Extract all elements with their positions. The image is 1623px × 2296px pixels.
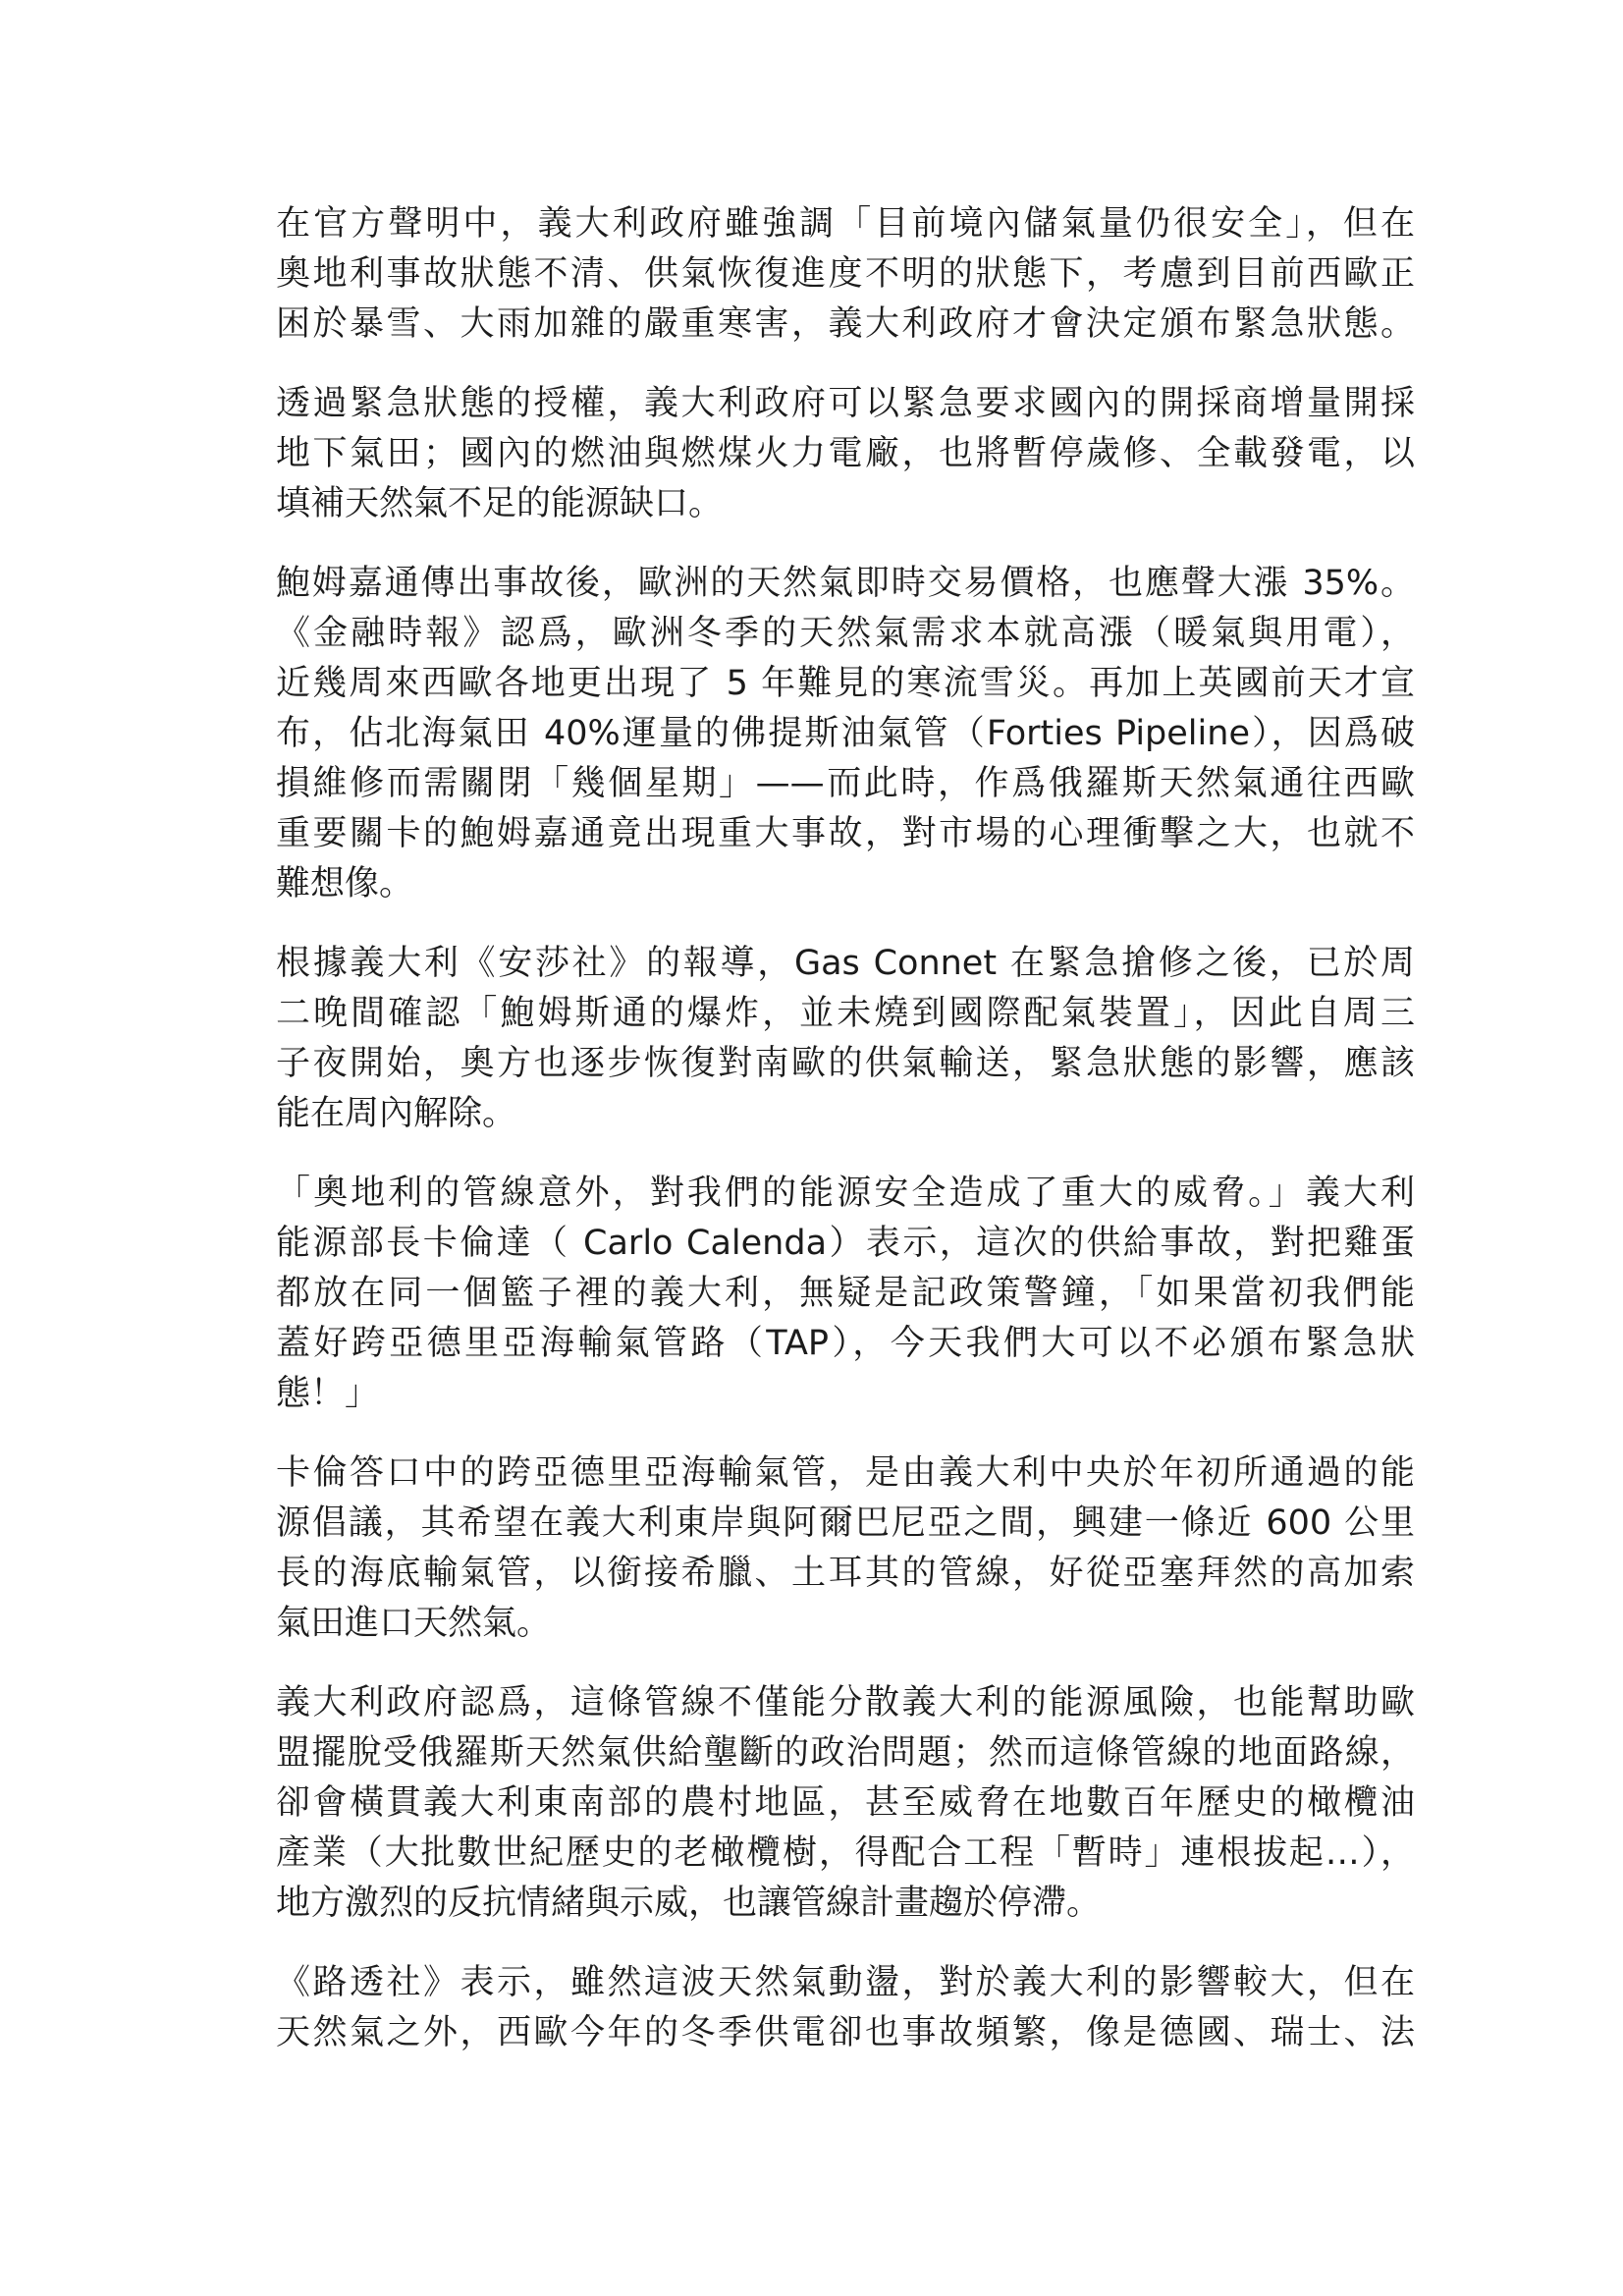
paragraph <box>276 1449 1415 1649</box>
text-line: 難想像。 <box>276 864 414 903</box>
text-line: 困於暴雪、大雨加雜的嚴重寒害，義大利政府才會決定頒布緊急狀態。 <box>276 304 1415 344</box>
text-line: 近幾周來西歐各地更出現了 5 年難見的寒流雪災。再加上英國前天才宣 <box>276 664 1415 703</box>
text-line: 盟擺脫受俄羅斯天然氣供給壟斷的政治問題；然而這條管線的地面路線， <box>276 1733 1415 1773</box>
text-line: 義大利政府認爲，這條管線不僅能分散義大利的能源風險，也能幫助歐 <box>276 1683 1415 1722</box>
text-line: 損維修而需關閉「幾個星期」——而此時，作爲俄羅斯天然氣通往西歐 <box>276 764 1415 803</box>
text-line: 態！」 <box>276 1374 380 1413</box>
text-line: 根據義大利《安莎社》的報導，Gas Connet 在緊急搶修之後，已於周 <box>276 944 1415 983</box>
text-line: 「奧地利的管線意外，對我們的能源安全造成了重大的威脅。」義大利 <box>276 1174 1415 1213</box>
paragraph <box>276 939 1415 1139</box>
text-line: 地方激烈的反抗情緒與示威，也讓管線計畫趨於停滯。 <box>276 1884 1102 1923</box>
paragraph <box>276 199 1415 350</box>
text-line: 布，佔北海氣田 40%運量的佛提斯油氣管（Forties Pipeline），因爲破 <box>276 714 1415 753</box>
document-body <box>276 199 1415 2088</box>
text-line: 《金融時報》認爲，歐洲冬季的天然氣需求本就高漲（暖氣與用電）， <box>276 614 1415 653</box>
text-line: 產業（大批數世紀歷史的老橄欖樹，得配合工程「暫時」連根拔起…）， <box>276 1833 1415 1873</box>
paragraph <box>276 559 1415 909</box>
text-line: 卡倫答口中的跨亞德里亞海輸氣管，是由義大利中央於年初所通過的能 <box>276 1453 1415 1493</box>
text-line: 鮑姆嘉通傳出事故後，歐洲的天然氣即時交易價格，也應聲大漲 35%。 <box>276 564 1415 603</box>
text-line: 都放在同一個籃子裡的義大利，無疑是記政策警鐘，「如果當初我們能 <box>276 1274 1415 1313</box>
text-line: 填補天然氣不足的能源缺口。 <box>276 484 724 523</box>
paragraph <box>276 1958 1415 2058</box>
text-line: 奧地利事故狀態不清、供氣恢復進度不明的狀態下，考慮到目前西歐正 <box>276 254 1415 294</box>
paragraph <box>276 1678 1415 1929</box>
text-line: 長的海底輸氣管，以銜接希臘、土耳其的管線，好從亞塞拜然的高加索 <box>276 1554 1415 1593</box>
paragraph <box>276 1169 1415 1419</box>
text-line: 在官方聲明中，義大利政府雖強調「目前境內儲氣量仍很安全」，但在 <box>276 204 1415 244</box>
text-line: 能源部長卡倫達（ Carlo Calenda）表示，這次的供給事故，對把雞蛋 <box>276 1224 1415 1263</box>
text-line: 蓋好跨亞德里亞海輸氣管路（TAP），今天我們大可以不必頒布緊急狀 <box>276 1324 1415 1363</box>
text-line: 二晚間確認「鮑姆斯通的爆炸，並未燒到國際配氣裝置」，因此自周三 <box>276 994 1415 1033</box>
text-line: 重要關卡的鮑姆嘉通竟出現重大事故，對市場的心理衝擊之大，也就不 <box>276 814 1415 853</box>
text-line: 子夜開始，奧方也逐步恢復對南歐的供氣輸送，緊急狀態的影響，應該 <box>276 1044 1415 1083</box>
text-line: 氣田進口天然氣。 <box>276 1604 552 1643</box>
paragraph <box>276 379 1415 529</box>
text-line: 透過緊急狀態的授權，義大利政府可以緊急要求國內的開採商增量開採 <box>276 384 1415 423</box>
text-line: 卻會橫貫義大利東南部的農村地區，甚至威脅在地數百年歷史的橄欖油 <box>276 1783 1415 1823</box>
text-line: 源倡議，其希望在義大利東岸與阿爾巴尼亞之間，興建一條近 600 公里 <box>276 1503 1415 1543</box>
text-line: 《路透社》表示，雖然這波天然氣動盪，對於義大利的影響較大，但在 <box>276 1963 1415 2002</box>
text-line: 地下氣田；國內的燃油與燃煤火力電廠，也將暫停歲修、全載發電，以 <box>276 434 1415 473</box>
text-line: 能在周內解除。 <box>276 1094 517 1133</box>
text-line: 天然氣之外，西歐今年的冬季供電卻也事故頻繁，像是德國、瑞士、法 <box>276 2013 1415 2052</box>
